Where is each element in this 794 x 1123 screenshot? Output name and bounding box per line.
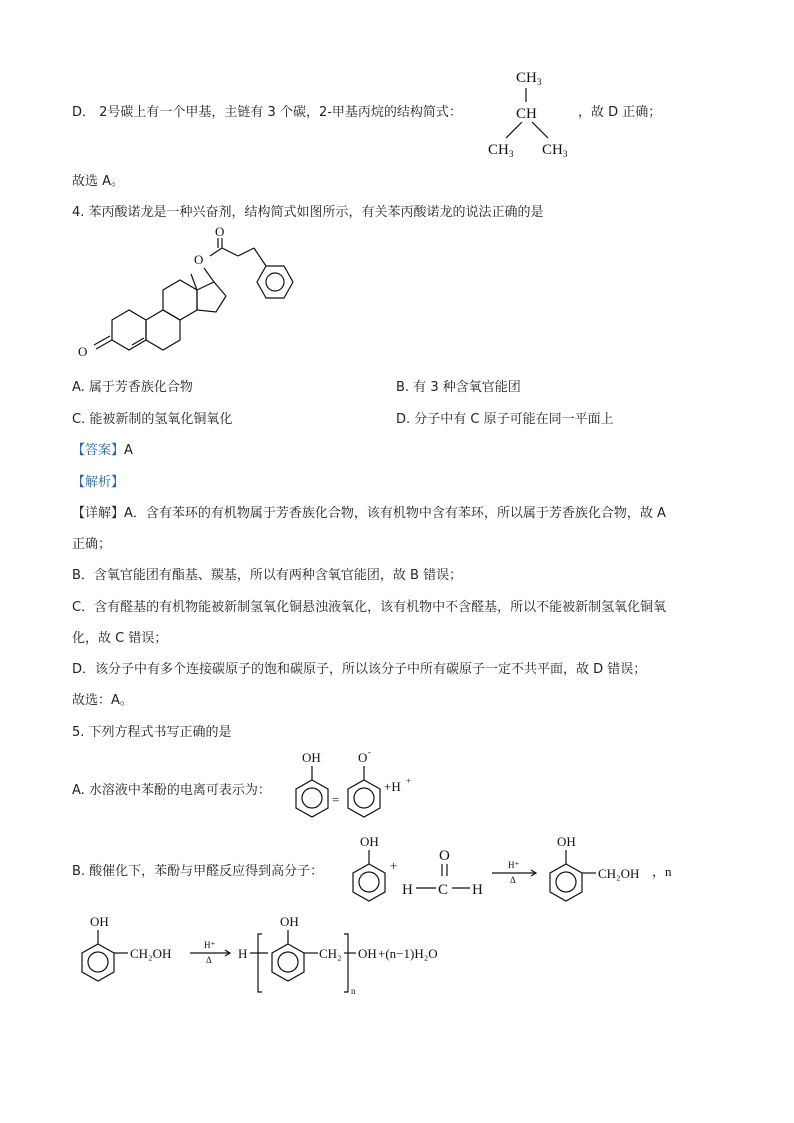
r2-n-sub: n [351, 986, 356, 996]
detail-line-5: D．该分子中有多个连接碳原子的饱和碳原子，所以该分子中所有碳原子一定不共平面，故 D 错误； [72, 662, 647, 677]
r1-o: O [439, 848, 450, 864]
r2-ch2oh: CH₂OH [130, 946, 172, 961]
detail-line-4: 化，故 C 错误； [72, 631, 168, 646]
r2-oh-end: OH [358, 946, 377, 961]
eq-sign: = [332, 792, 340, 807]
option-d-prev-after: ，故 D 正确； [578, 105, 662, 120]
option-d-prev-text [72, 103, 462, 123]
phenoxide-minus: - [368, 747, 371, 757]
r1-h-right: H [472, 882, 483, 898]
phenol-ionization-equation [288, 748, 438, 830]
phenol-formaldehyde-reaction-1 [340, 832, 685, 914]
q4-option-a: A. 属于芳香族化合物 [72, 380, 193, 395]
detail-label: 【详解】 [72, 506, 125, 521]
iso-left-sub: 3 [509, 149, 514, 159]
analysis-label: 【解析】 [72, 475, 125, 490]
q4-option-d: D. 分子中有 C 原子可能在同一平面上 [396, 412, 614, 427]
r2-water: +(n−1)H₂O [378, 946, 438, 961]
r1-tail: ，n [652, 864, 672, 879]
r1-prod-oh: OH [557, 834, 576, 849]
r1-phenol-oh: OH [360, 834, 379, 849]
detail-text-0: A．含有苯环的有机物属于芳香族化合物，该有机物中含有苯环，所以属于芳香族化合物，故 A [124, 506, 666, 521]
q3-choice: 故选 A。 [72, 174, 125, 189]
phenoxide-o: O [358, 750, 368, 765]
r2-poly-oh: OH [280, 914, 299, 929]
iso-top-sub: 3 [537, 77, 542, 87]
r2-h-start: H [238, 946, 248, 961]
answer-value: A [124, 443, 133, 458]
r1-h-left: H [402, 882, 413, 898]
phenol-formaldehyde-reaction-2 [72, 912, 462, 996]
phenol-oh: OH [302, 750, 321, 765]
detail-line-3: C．含有醛基的有机物能被新制氢氧化铜悬浊液氧化，该有机物中不含醛基，所以不能被新制氢氧化铜氧 [72, 600, 667, 615]
q5-option-a-text: A. 水溶液中苯酚的电离可表示为： [72, 783, 271, 798]
isobutane-structure [478, 62, 588, 162]
detail-line-6: 故选：A。 [72, 693, 133, 708]
h-plus-sup: + [406, 776, 412, 786]
detail-line-2: B．含氧官能团有酯基、羰基，所以有两种含氧官能团，故 B 错误； [72, 568, 463, 583]
iso-top-ch: CH [516, 70, 537, 86]
r1-heat: Δ [510, 875, 516, 885]
r1-ch2oh: CH₂OH [598, 866, 640, 881]
q5-stem: 5. 下列方程式书写正确的是 [72, 725, 232, 740]
r2-heat: Δ [206, 955, 212, 965]
carbonyl-o: O [215, 224, 225, 239]
detail-line-1: 正确； [72, 537, 112, 552]
h-plus: +H [384, 779, 401, 794]
r2-ch2: CH₂ [319, 946, 342, 961]
r2-oh: OH [90, 914, 109, 929]
iso-left-ch: CH [488, 142, 509, 158]
r1-c: C [438, 882, 449, 898]
r1-cat: H⁺ [508, 860, 520, 870]
r2-cat: H⁺ [204, 940, 216, 950]
iso-right-sub: 3 [563, 149, 568, 159]
nandrolone-phenylpropionate-structure [72, 224, 302, 372]
option-d-prev-before: D． 2号碳上有一个甲基，主链有 3 个碳，2-甲基丙烷的结构简式： [72, 105, 462, 120]
iso-mid-ch: CH [516, 106, 537, 122]
iso-right-ch: CH [542, 142, 563, 158]
q4-option-b: B. 有 3 种含氧官能团 [396, 380, 521, 395]
q5-option-b-text: B. 酸催化下，苯酚与甲醛反应得到高分子： [72, 864, 324, 879]
q4-answer [72, 441, 133, 461]
ketone-o: O [78, 344, 88, 359]
q4-option-c: C. 能被新制的氢氧化铜氧化 [72, 412, 233, 427]
detail-line-0 [72, 504, 666, 524]
ester-o: O [194, 252, 204, 267]
q4-stem: 4. 苯丙酸诺龙是一种兴奋剂，结构简式如图所示，有关苯丙酸诺龙的说法正确的是 [72, 205, 544, 220]
r1-plus: + [390, 858, 398, 873]
answer-label: 【答案】 [72, 443, 125, 458]
